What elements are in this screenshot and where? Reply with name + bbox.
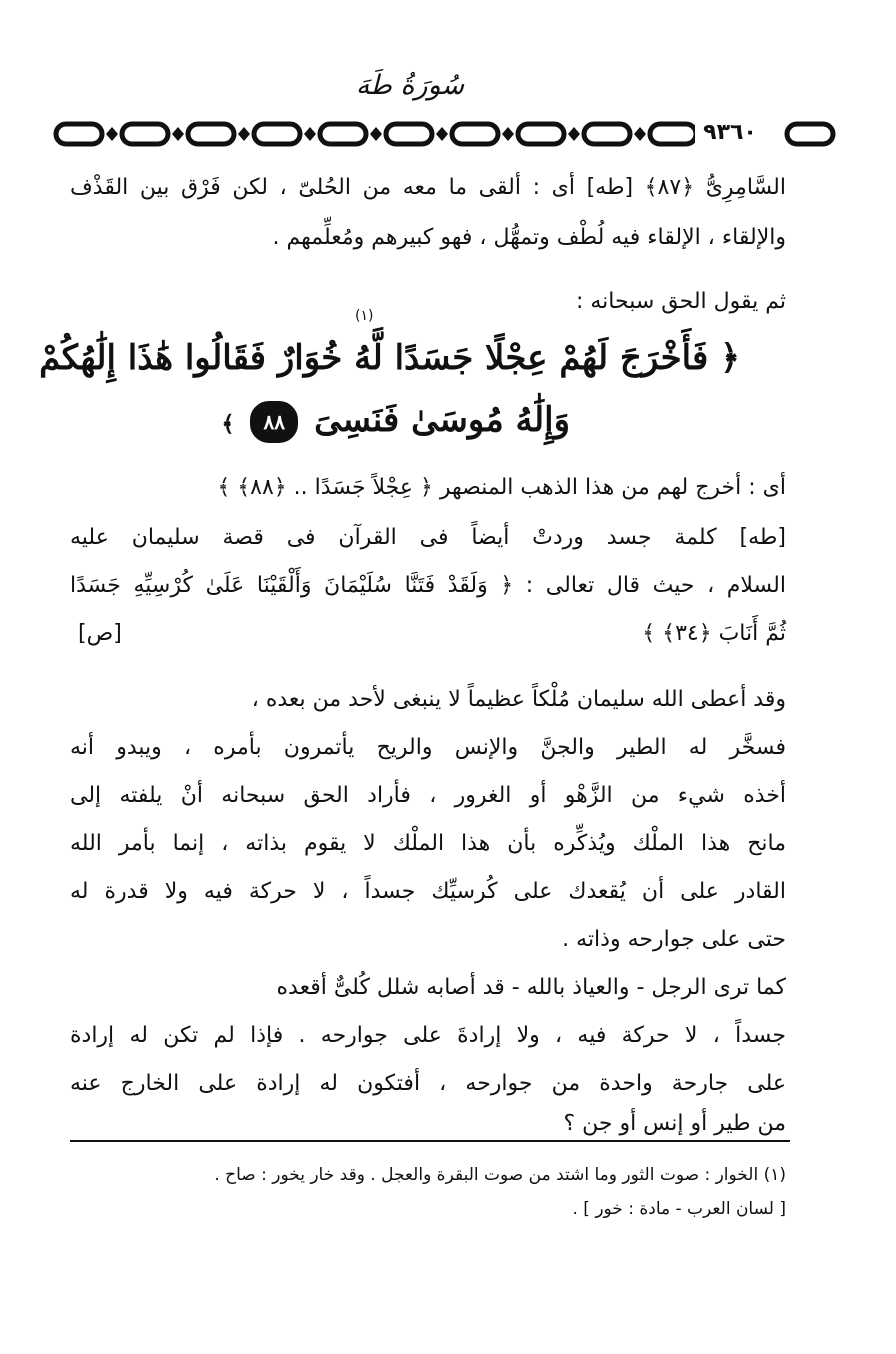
text-line: أخذه شيء من الزَّهْو أو الغرور ، فأراد الحق سبحانه أنْ يلفته إلى [70,783,786,808]
footnote-divider [70,1140,790,1142]
text-line: من طير أو إنس أو جن ؟ [563,1111,786,1136]
text-line: على جارحة واحدة من جوارحه ، أفتكون له إرادة على الخارج عنه [70,1071,786,1096]
text-line: القادر على أن يُقعدك على كُرسيِّك جسداً ، لا حركة فيه ولا قدرة له [70,879,786,904]
quran-verse-line-1: ﴿ فَأَخْرَجَ لَهُمْ عِجْلًا جَسَدًا لَّهُ خُوَارٌ فَقَالُوا هَٰذَا إِلَٰهُكُمْ [39,338,740,378]
text-line: السَّامِرِىُّ ﴿٨٧﴾ [طه] أى : ألقى ما معه من الحُلىّ ، لكن فَرْق بين القَذْف [70,175,786,200]
page-number: ٩٣٦٠ [695,120,765,145]
text-line: السلام ، حيث قال تعالى : ﴿ وَلَقَدْ فَتَنَّا سُلَيْمَانَ وَأَلْقَيْنَا عَلَىٰ كُرْسِيِّهِ جَسَدًا [70,573,786,598]
text-line: [طه] كلمة جسد وردتْ أيضاً فى القرآن فى قصة سليمان عليه [70,525,786,550]
text-line: أى : أخرج لهم من هذا الذهب المنصهر ﴿ عِجْلاً جَسَدًا .. ﴿٨٨﴾ ﴾ [217,475,786,500]
text-line: حتى على جوارحه وذاته . [562,927,786,952]
quran-verse-text: وَإِلَٰهُ مُوسَىٰ فَنَسِىَ [314,400,570,440]
footnote-line: [ لسان العرب - مادة : خور ] . [572,1199,786,1219]
text-line: مانح هذا الملْك ويُذكِّره بأن هذا الملْك لا يقوم بذاته ، إنما بأمر الله [70,831,786,856]
text-line: ثم يقول الحق سبحانه : [575,289,786,314]
surah-reference: [ص] [78,621,122,646]
surah-title: سُورَةُ طَهَ [355,70,465,101]
text-line: فسخَّر له الطير والجنَّ والإنس والريح يأتمرون بأمره ، ويبدو أنه [70,735,786,760]
footnote-line: (١) الخوار : صوت الثور وما اشتد من صوت البقرة والعجل . وقد خار يخور : صاح . [214,1165,786,1185]
text-line: ثُمَّ أَنَابَ ﴿٣٤﴾ ﴾ [642,621,786,646]
text-line: وقد أعطى الله سليمان مُلْكاً عظيماً لا ينبغى لأحد من بعده ، [251,687,786,712]
verse-number: ٨٨ [250,401,298,443]
text-line: كما ترى الرجل - والعياذ بالله - قد أصابه شلل كُلىٌّ أقعده [276,975,786,1000]
footnote-marker: (١) [355,308,374,324]
text-line: والإلقاء ، الإلقاء فيه لُطْف وتمهُّل ، فهو كبيرهم ومُعلِّمهم . [272,225,786,250]
text-line: جسداً ، لا حركة فيه ، ولا إرادةَ على جوارحه . فإذا لم تكن له إرادة [70,1023,786,1048]
ornament-icon: ﴾ [221,411,235,437]
quran-verse-line-2 [221,392,570,452]
